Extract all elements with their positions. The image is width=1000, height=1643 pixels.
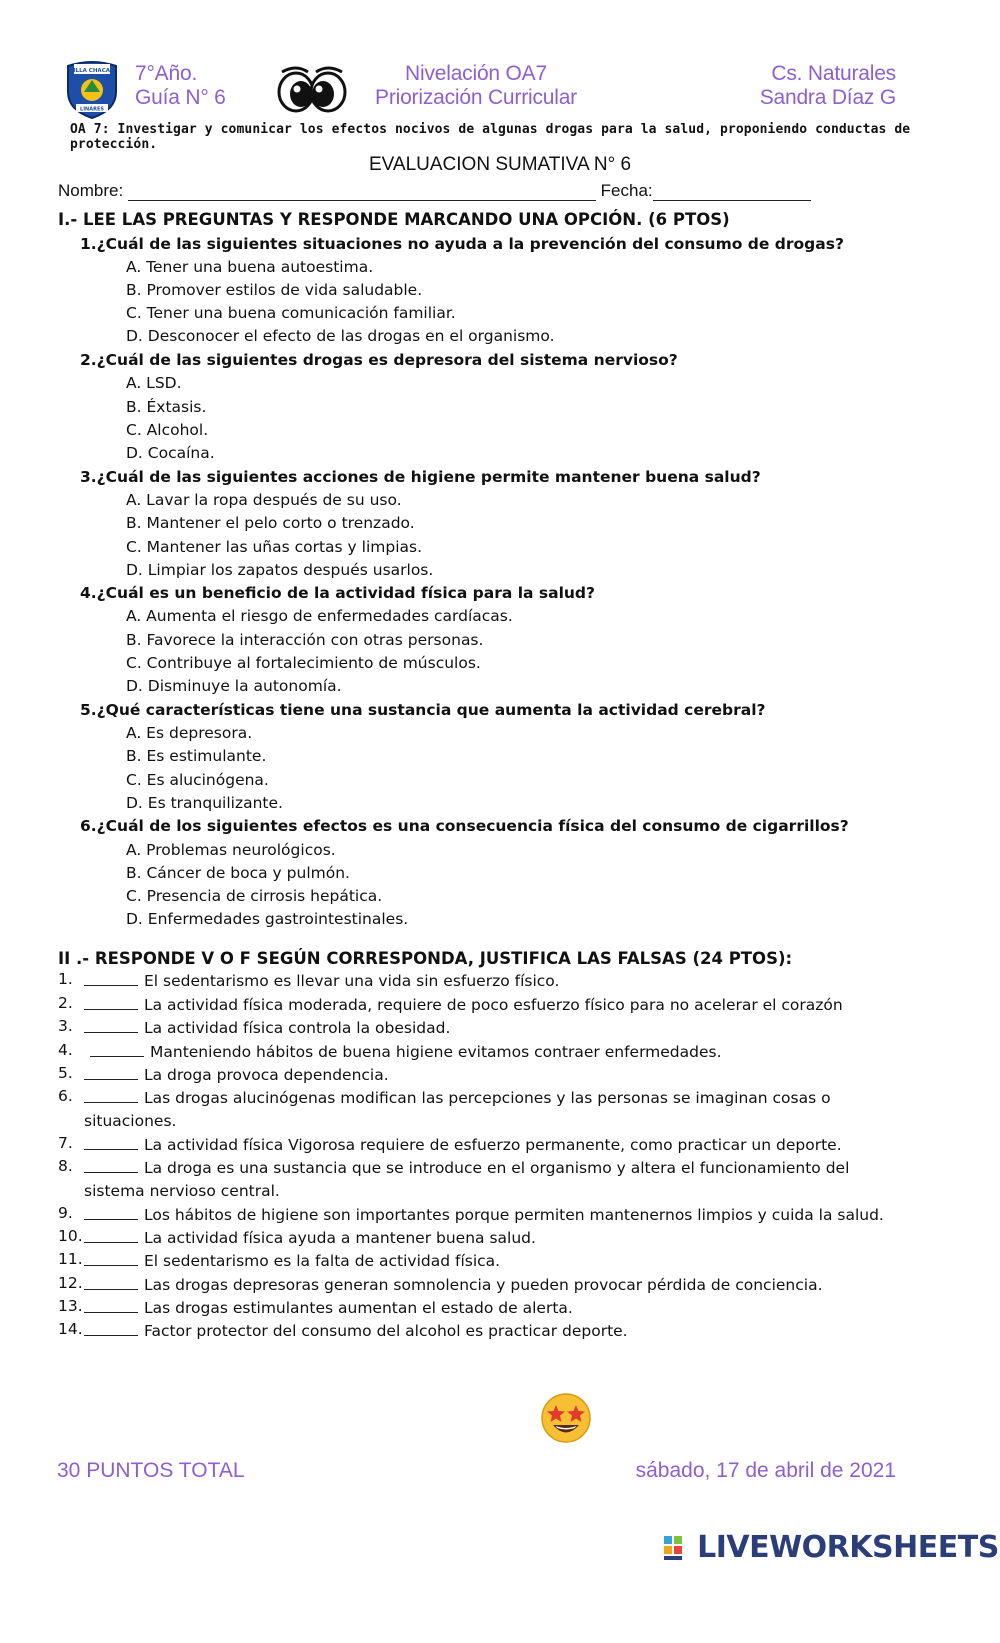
q2-option-a[interactable]: A. LSD. [126, 374, 182, 392]
q5-option-d[interactable]: D. Es tranquilizante. [126, 794, 283, 812]
q6-option-c[interactable]: C. Presencia de cirrosis hepática. [126, 887, 383, 905]
tf-item-number: 7. [58, 1134, 73, 1152]
learning-objective: OA 7: Investigar y comunicar los efectos nocivos de algunas drogas para la salud, proponiendo conductas de protección. [70, 122, 911, 152]
logo-text-top: VILLA CHACAO [69, 68, 115, 74]
tf-item [84, 970, 914, 993]
tf-item-number: 14. [58, 1320, 83, 1338]
tf-statement: La actividad física controla la obesidad. [144, 1019, 451, 1037]
tf-statement: Las drogas estimulantes aumentan el estado de alerta. [144, 1299, 573, 1317]
name-field[interactable] [128, 183, 596, 201]
tf-statement: La actividad física ayuda a mantener buena salud. [144, 1229, 536, 1247]
tf-answer-blank[interactable] [84, 996, 138, 1010]
q2-option-b[interactable]: B. Éxtasis. [126, 398, 207, 416]
tf-statement: La droga es una sustancia que se introduce en el organismo y altera el funcionamiento del sistema nervioso central. [84, 1159, 850, 1200]
q1-option-b[interactable]: B. Promover estilos de vida saludable. [126, 281, 423, 299]
tf-statement: Factor protector del consumo del alcohol es practicar deporte. [144, 1322, 628, 1340]
tf-statement: El sedentarismo es la falta de actividad física. [144, 1252, 501, 1270]
tf-answer-blank[interactable] [84, 1252, 138, 1266]
question-3: 3.¿Cuál de las siguientes acciones de higiene permite mantener buena salud? [80, 468, 761, 486]
tf-answer-blank[interactable] [84, 1229, 138, 1243]
tf-item-number: 2. [58, 994, 73, 1012]
tf-item [84, 1087, 914, 1133]
tf-item [84, 1320, 914, 1343]
tf-statement: El sedentarismo es llevar una vida sin esfuerzo físico. [144, 972, 560, 990]
section2-heading: II .- RESPONDE V O F SEGÚN CORRESPONDA, JUSTIFICA LAS FALSAS (24 PTOS): [58, 949, 793, 968]
tf-answer-blank[interactable] [84, 1159, 138, 1173]
question-6: 6.¿Cuál de los siguientes efectos es una consecuencia física del consumo de cigarrillos? [80, 817, 849, 835]
q3-option-d[interactable]: D. Limpiar los zapatos después usarlos. [126, 561, 434, 579]
googly-eyes-icon [276, 66, 348, 114]
tf-statement: Las drogas depresoras generan somnolencia y pueden provocar pérdida de conciencia. [144, 1276, 823, 1294]
q3-option-c[interactable]: C. Mantener las uñas cortas y limpias. [126, 538, 423, 556]
tf-item [84, 1227, 914, 1250]
liveworksheets-icon [664, 1534, 692, 1562]
tf-item [90, 1041, 920, 1064]
tf-statement: Los hábitos de higiene son importantes porque permiten mantenernos limpios y cuida la salud. [144, 1206, 884, 1224]
q5-option-b[interactable]: B. Es estimulante. [126, 747, 267, 765]
q1-option-c[interactable]: C. Tener una buena comunicación familiar. [126, 304, 456, 322]
level-label: Nivelación OA7 [405, 62, 547, 85]
tf-statement: La actividad física Vigorosa requiere de esfuerzo permanente, como practicar un deporte. [144, 1136, 842, 1154]
tf-item [84, 1204, 914, 1227]
tf-item-number: 6. [58, 1087, 73, 1105]
question-1: 1.¿Cuál de las siguientes situaciones no ayuda a la prevención del consumo de drogas? [80, 235, 844, 253]
q1-option-d[interactable]: D. Desconocer el efecto de las drogas en el organismo. [126, 327, 555, 345]
tf-answer-blank[interactable] [84, 1019, 138, 1033]
tf-item-number: 9. [58, 1204, 73, 1222]
tf-item [84, 994, 914, 1017]
q4-option-c[interactable]: C. Contribuye al fortalecimiento de músculos. [126, 654, 481, 672]
teacher-label: Sandra Díaz G [759, 86, 896, 109]
tf-statement: La droga provoca dependencia. [144, 1066, 389, 1084]
tf-item-number: 10. [58, 1227, 83, 1245]
q6-option-a[interactable]: A. Problemas neurológicos. [126, 841, 336, 859]
footer-date: sábado, 17 de abril de 2021 [635, 1459, 896, 1482]
q1-option-a[interactable]: A. Tener una buena autoestima. [126, 258, 374, 276]
tf-answer-blank[interactable] [84, 1299, 138, 1313]
name-date-row [58, 181, 811, 201]
q4-option-b[interactable]: B. Favorece la interacción con otras personas. [126, 631, 484, 649]
tf-statement: Manteniendo hábitos de buena higiene evitamos contraer enfermedades. [150, 1043, 722, 1061]
q5-option-c[interactable]: C. Es alucinógena. [126, 771, 269, 789]
tf-answer-blank[interactable] [90, 1043, 144, 1057]
tf-item-number: 3. [58, 1017, 73, 1035]
tf-answer-blank[interactable] [84, 972, 138, 986]
tf-statement: Las drogas alucinógenas modifican las percepciones y las personas se imaginan cosas o situaciones. [84, 1089, 831, 1130]
total-points: 30 PUNTOS TOTAL [57, 1459, 245, 1482]
tf-item [84, 1274, 914, 1297]
tf-item-number: 12. [58, 1274, 83, 1292]
q3-option-a[interactable]: A. Lavar la ropa después de su uso. [126, 491, 402, 509]
tf-statement: La actividad física moderada, requiere de poco esfuerzo físico para no acelerar el corazón [144, 996, 843, 1014]
tf-item [84, 1157, 914, 1203]
date-field[interactable] [653, 183, 811, 201]
grade-label: 7°Año. [135, 62, 198, 85]
tf-answer-blank[interactable] [84, 1066, 138, 1080]
date-label: Fecha: [600, 181, 653, 200]
guide-label: Guía N° 6 [135, 86, 226, 109]
name-label: Nombre: [58, 181, 124, 200]
logo-text-bottom: LINARES [80, 106, 104, 113]
page-title: EVALUACION SUMATIVA N° 6 [368, 154, 632, 175]
question-4: 4.¿Cuál es un beneficio de la actividad física para la salud? [80, 584, 596, 602]
tf-answer-blank[interactable] [84, 1206, 138, 1220]
star-struck-emoji-icon [540, 1392, 592, 1444]
tf-item [84, 1250, 914, 1273]
tf-answer-blank[interactable] [84, 1089, 138, 1103]
section1-heading: I.- LEE LAS PREGUNTAS Y RESPONDE MARCANDO UNA OPCIÓN. (6 PTOS) [58, 210, 730, 229]
tf-answer-blank[interactable] [84, 1276, 138, 1290]
tf-item-number: 5. [58, 1064, 73, 1082]
subject-label: Cs. Naturales [771, 62, 896, 85]
q5-option-a[interactable]: A. Es depresora. [126, 724, 253, 742]
liveworksheets-logo[interactable] [664, 1530, 999, 1566]
tf-item [84, 1134, 914, 1157]
question-5: 5.¿Qué características tiene una sustancia que aumenta la actividad cerebral? [80, 701, 766, 719]
liveworksheets-brand: LIVEWORKSHEETS [697, 1530, 999, 1565]
q3-option-b[interactable]: B. Mantener el pelo corto o trenzado. [126, 514, 415, 532]
tf-item-number: 8. [58, 1157, 73, 1175]
question-2: 2.¿Cuál de las siguientes drogas es depresora del sistema nervioso? [80, 351, 678, 369]
tf-answer-blank[interactable] [84, 1136, 138, 1150]
tf-item [84, 1297, 914, 1320]
tf-item [84, 1064, 914, 1087]
tf-item [84, 1017, 914, 1040]
q6-option-d[interactable]: D. Enfermedades gastrointestinales. [126, 910, 409, 928]
tf-item-number: 11. [58, 1250, 83, 1268]
q2-option-d[interactable]: D. Cocaína. [126, 444, 215, 462]
q6-option-b[interactable]: B. Cáncer de boca y pulmón. [126, 864, 350, 882]
q4-option-d[interactable]: D. Disminuye la autonomía. [126, 677, 342, 695]
q2-option-c[interactable]: C. Alcohol. [126, 421, 209, 439]
q4-option-a[interactable]: A. Aumenta el riesgo de enfermedades cardíacas. [126, 607, 513, 625]
school-crest-icon [64, 58, 120, 120]
tf-item-number: 1. [58, 970, 73, 988]
tf-answer-blank[interactable] [84, 1322, 138, 1336]
priority-label: Priorización Curricular [375, 86, 577, 109]
tf-item-number: 13. [58, 1297, 83, 1315]
tf-item-number: 4. [58, 1041, 73, 1059]
